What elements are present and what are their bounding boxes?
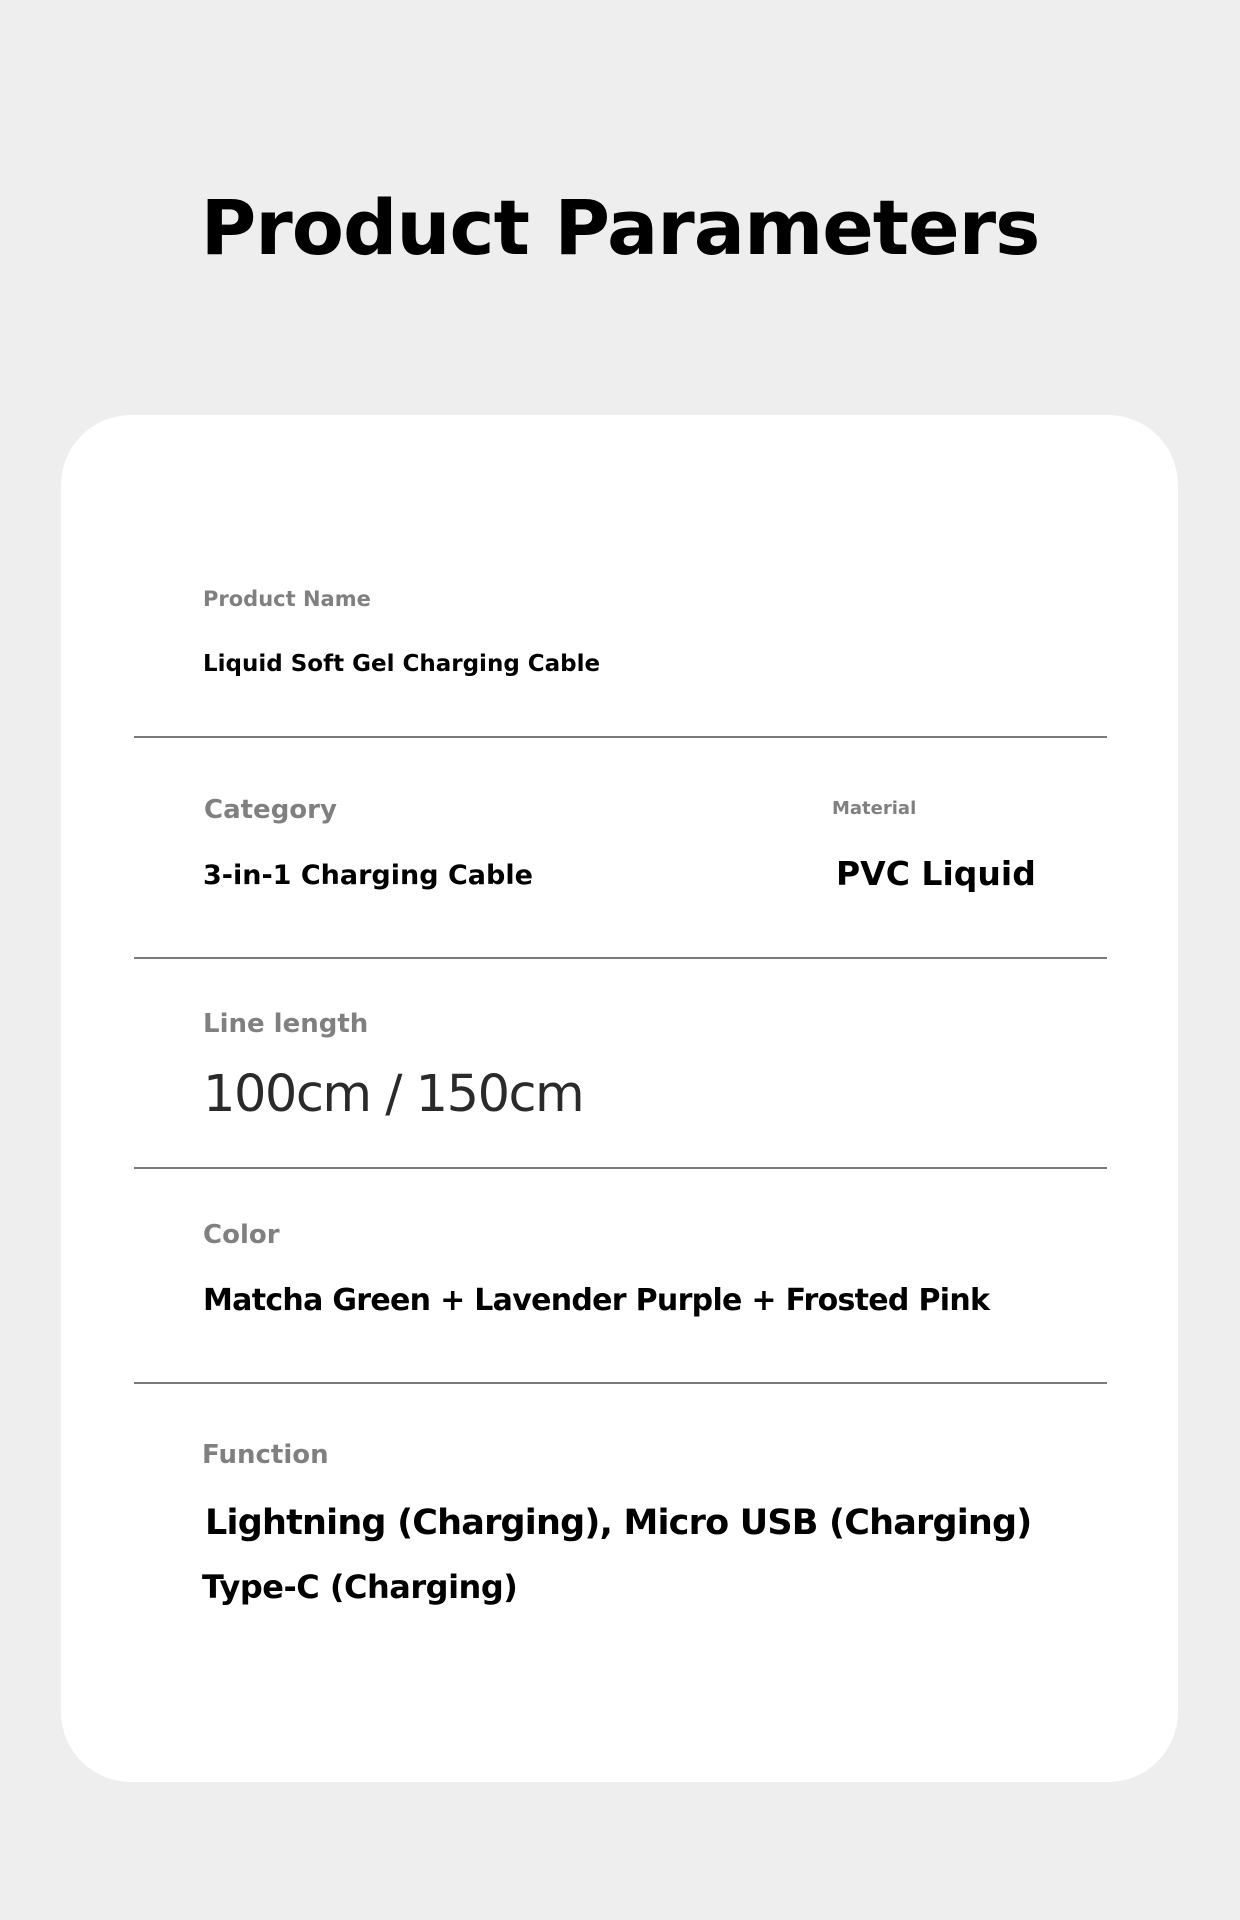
line-length-value: 100cm / 150cm: [203, 1065, 584, 1124]
function-label: Function: [202, 1440, 329, 1470]
function-value-line1: Lightning (Charging), Micro USB (Charging): [205, 1503, 1032, 1543]
color-label: Color: [203, 1220, 280, 1250]
line-length-label: Line length: [203, 1009, 369, 1039]
page-title: Product Parameters: [200, 183, 1040, 272]
material-value: PVC Liquid: [836, 854, 1036, 893]
category-value: 3-in-1 Charging Cable: [203, 860, 533, 891]
divider: [134, 957, 1107, 959]
color-value: Matcha Green + Lavender Purple + Frosted Pink: [203, 1283, 990, 1318]
divider: [134, 1167, 1107, 1169]
divider: [134, 1382, 1107, 1384]
category-label: Category: [204, 795, 337, 825]
function-value-line2: Type-C (Charging): [202, 1568, 518, 1606]
product-name-value: Liquid Soft Gel Charging Cable: [203, 651, 601, 677]
product-name-label: Product Name: [203, 587, 371, 611]
divider: [134, 736, 1107, 738]
material-label: Material: [832, 798, 917, 819]
